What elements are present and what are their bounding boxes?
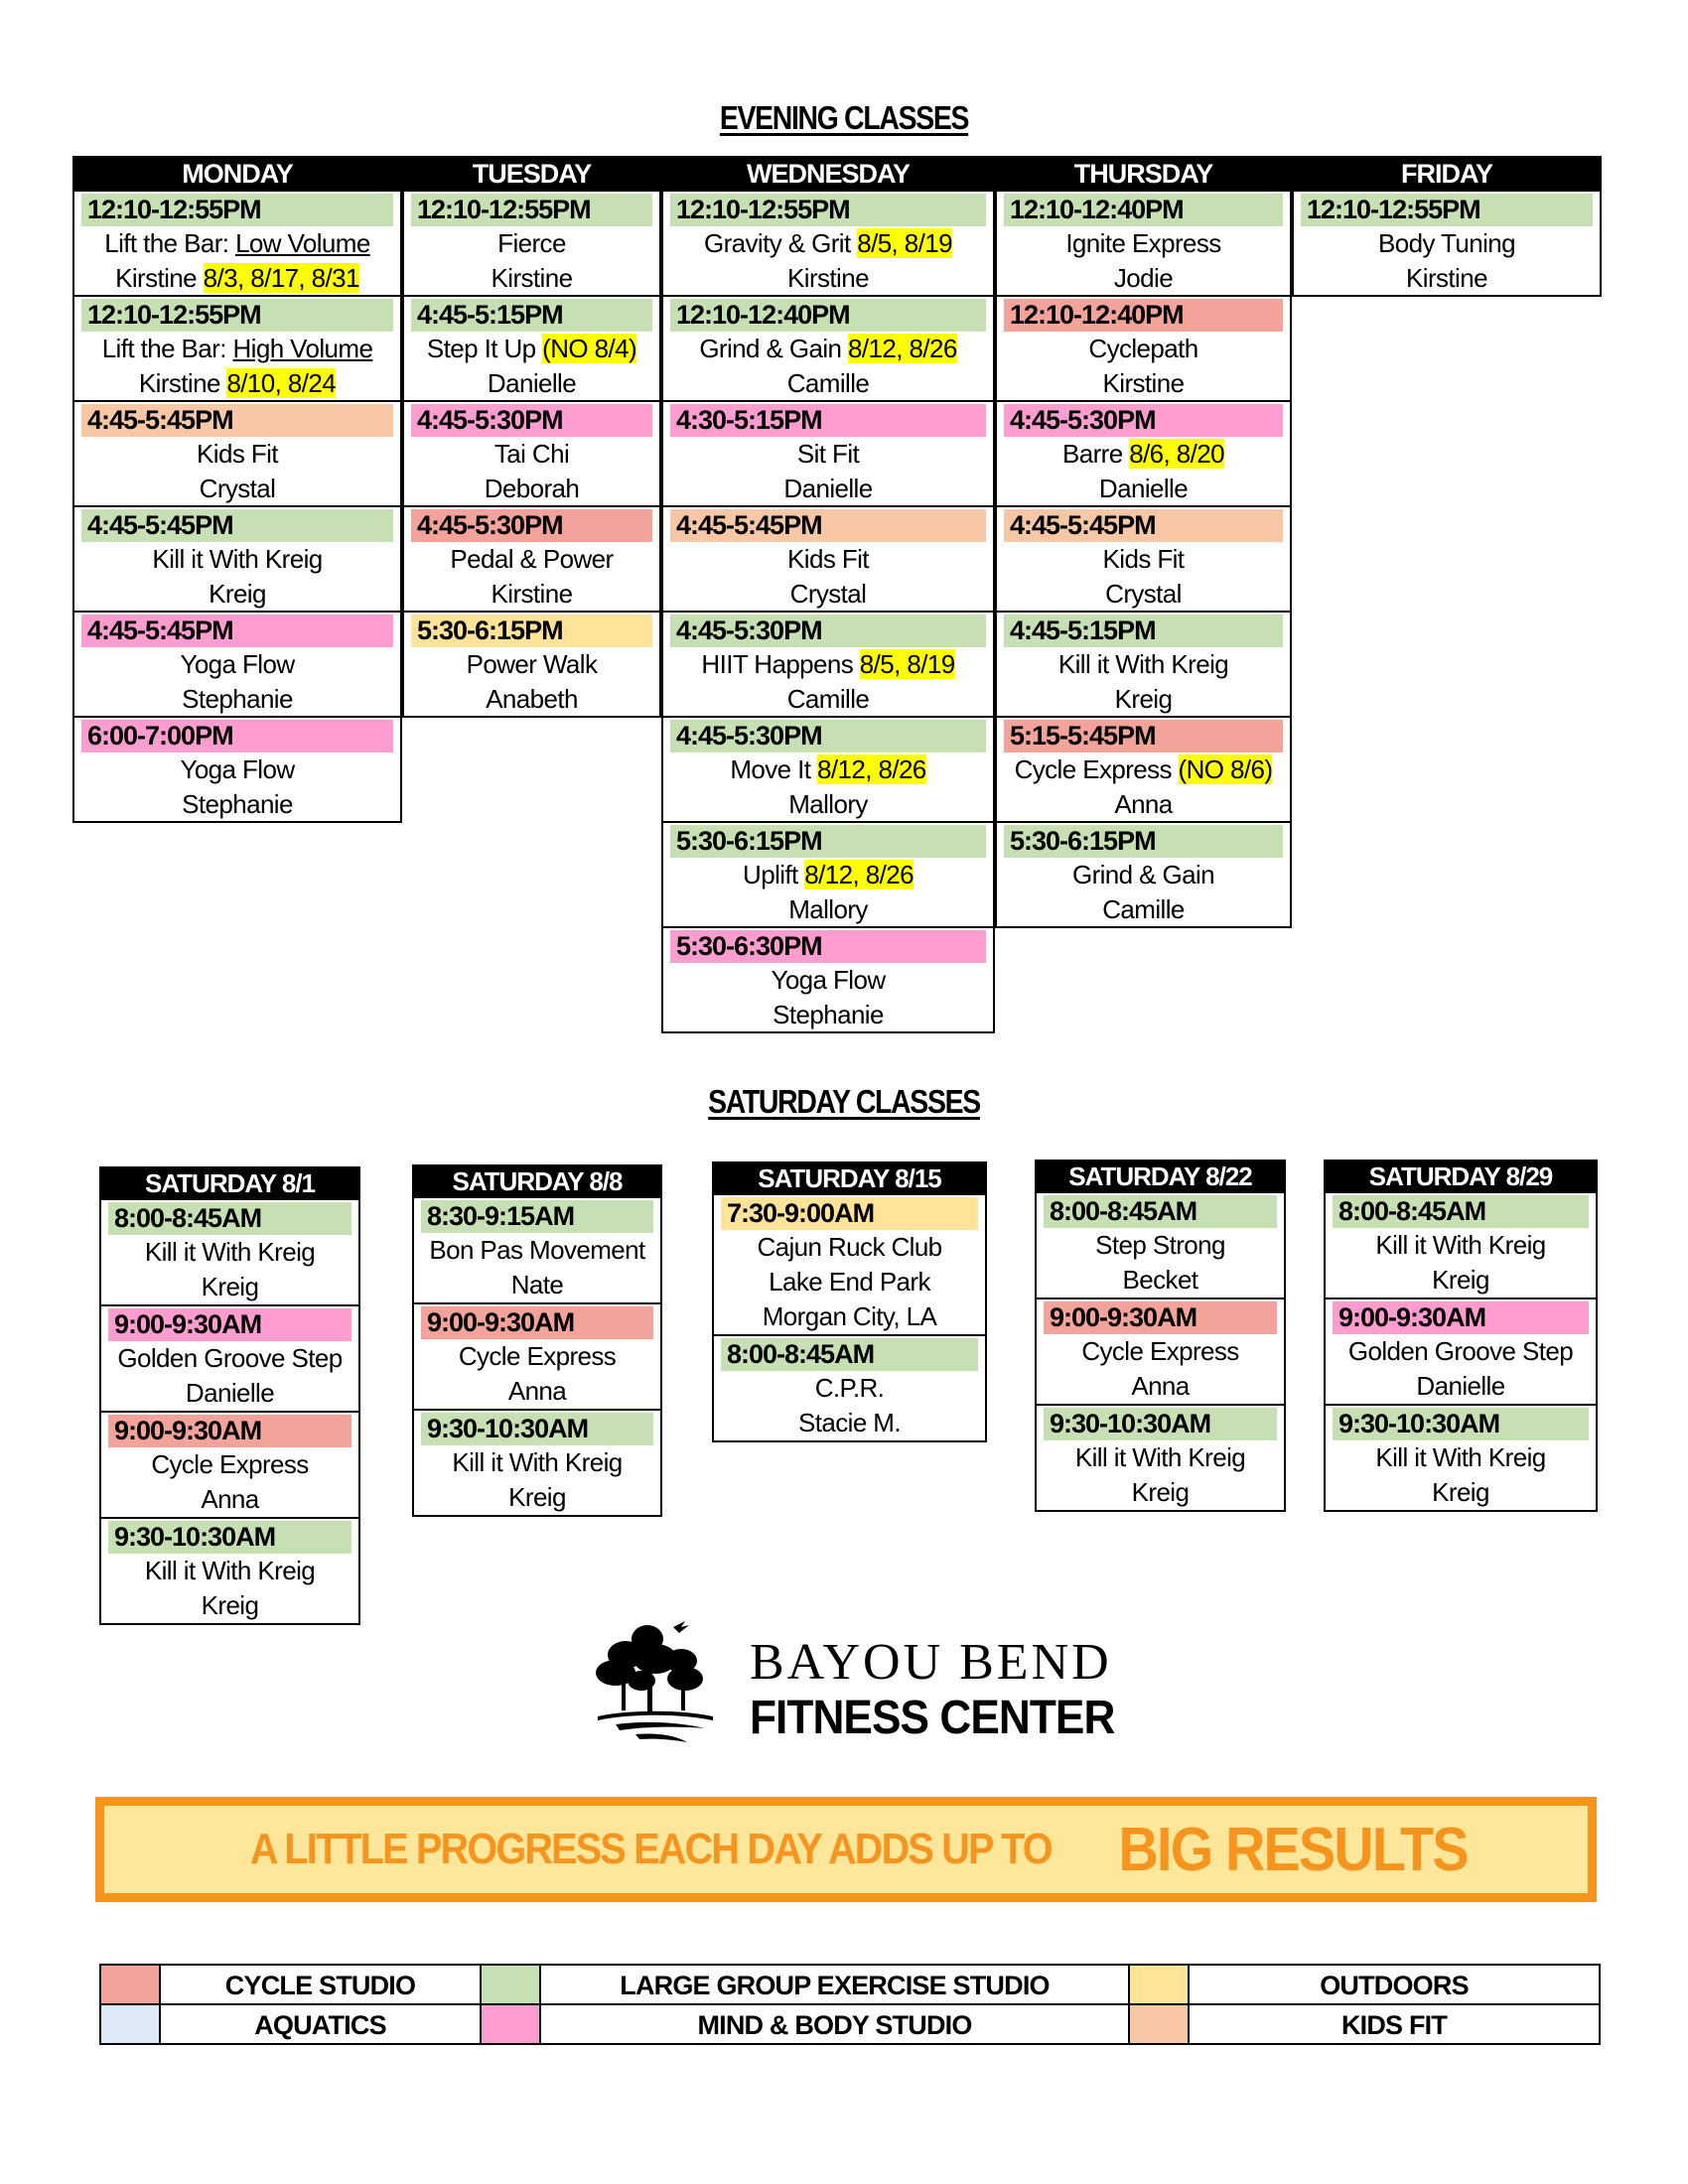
class-cell bbox=[99, 1306, 360, 1413]
class-time: 8:30-9:15AM bbox=[421, 1200, 653, 1233]
legend-label: LARGE GROUP EXERCISE STUDIO bbox=[541, 1966, 1130, 2003]
class-time: 5:30-6:15PM bbox=[670, 825, 986, 858]
class-name bbox=[670, 647, 986, 682]
class-cell bbox=[712, 1195, 987, 1336]
text-run: Deborah bbox=[484, 474, 580, 503]
day-header: THURSDAY bbox=[995, 156, 1292, 192]
class-time: 7:30-9:00AM bbox=[721, 1197, 978, 1230]
class-name bbox=[81, 332, 393, 366]
text-run: Power Walk bbox=[466, 649, 598, 679]
text-run: Kreig bbox=[1114, 684, 1173, 714]
day-column-tuesday bbox=[402, 156, 661, 718]
class-instructor bbox=[81, 472, 393, 506]
class-instructor bbox=[411, 261, 652, 296]
class-cell bbox=[1035, 1299, 1286, 1406]
class-instructor: Danielle bbox=[185, 1378, 275, 1408]
day-column-friday bbox=[1292, 156, 1602, 297]
studio-legend bbox=[99, 1964, 1601, 2045]
class-cell bbox=[995, 402, 1292, 507]
class-name bbox=[670, 226, 986, 261]
class-instructor: Kreig bbox=[1131, 1477, 1190, 1507]
class-time: 4:45-5:45PM bbox=[1004, 509, 1283, 542]
tree-logo-icon bbox=[586, 1613, 725, 1747]
class-cell bbox=[412, 1304, 662, 1411]
bayou-bend-logo bbox=[586, 1613, 1115, 1747]
class-instructor bbox=[1004, 577, 1283, 612]
class-time: 4:45-5:45PM bbox=[670, 509, 986, 542]
class-cell bbox=[1292, 192, 1602, 297]
text-run: Kill it With Kreig bbox=[152, 544, 323, 574]
class-instructor: Kreig bbox=[201, 1590, 259, 1620]
class-cell bbox=[661, 192, 995, 297]
class-instructor bbox=[411, 366, 652, 401]
motivation-banner bbox=[95, 1797, 1597, 1902]
class-name bbox=[1301, 226, 1593, 261]
text-run: Mallory bbox=[788, 894, 868, 924]
class-name bbox=[1004, 226, 1283, 261]
class-name bbox=[81, 647, 393, 682]
text-run: Crystal bbox=[789, 579, 867, 609]
class-instructor bbox=[411, 682, 652, 717]
class-name bbox=[81, 226, 393, 261]
class-instructor: Becket bbox=[1122, 1265, 1198, 1295]
class-name bbox=[81, 437, 393, 472]
text-run: Stephanie bbox=[182, 789, 293, 819]
text-run: Camille bbox=[1102, 894, 1185, 924]
text-run: Uplift bbox=[743, 860, 805, 889]
saturday-classes-title bbox=[118, 1083, 1570, 1121]
text-run: Lift the Bar: bbox=[104, 228, 236, 258]
class-name: Golden Groove Step bbox=[117, 1343, 343, 1373]
text-run: Kirstine bbox=[491, 579, 573, 609]
class-cell bbox=[1324, 1406, 1598, 1512]
day-column-monday bbox=[72, 156, 402, 823]
saturday-column bbox=[712, 1161, 987, 1442]
text-run: Barre bbox=[1062, 439, 1130, 469]
day-header: MONDAY bbox=[72, 156, 402, 192]
class-cell bbox=[72, 507, 402, 613]
class-instructor: Anna bbox=[1131, 1371, 1190, 1401]
class-cell bbox=[402, 507, 661, 613]
text-run: Kids Fit bbox=[197, 439, 278, 469]
class-time: 4:45-5:30PM bbox=[1004, 404, 1283, 437]
text-run: Yoga Flow bbox=[771, 965, 886, 995]
class-name bbox=[411, 437, 652, 472]
text-run: Gravity & Grit bbox=[703, 228, 858, 258]
saturday-column bbox=[1324, 1160, 1598, 1512]
day-column-thursday bbox=[995, 156, 1292, 928]
class-instructor bbox=[1004, 787, 1283, 822]
class-cell bbox=[995, 823, 1292, 928]
text-run: Crystal bbox=[1105, 579, 1182, 609]
text-run: Move It bbox=[730, 754, 818, 784]
day-header: FRIDAY bbox=[1292, 156, 1602, 192]
class-name: Cycle Express bbox=[458, 1341, 617, 1371]
date-highlight: 8/12, 8/26 bbox=[817, 754, 926, 784]
class-instructor bbox=[81, 261, 393, 296]
class-cell bbox=[99, 1519, 360, 1625]
class-cell bbox=[402, 192, 661, 297]
class-cell bbox=[412, 1198, 662, 1304]
legend-swatch bbox=[101, 1966, 161, 2003]
class-instructor: Morgan City, LA bbox=[762, 1301, 937, 1331]
text-run: Body Tuning bbox=[1378, 228, 1515, 258]
class-cell bbox=[661, 297, 995, 402]
class-cell bbox=[995, 297, 1292, 402]
text-run: Grind & Gain bbox=[699, 334, 849, 363]
evening-classes-title bbox=[118, 99, 1570, 137]
class-instructor: Kreig bbox=[1432, 1477, 1489, 1507]
legend-row bbox=[101, 1966, 1599, 2003]
class-cell bbox=[995, 613, 1292, 718]
class-name bbox=[411, 542, 652, 577]
text-run: Yoga Flow bbox=[180, 649, 295, 679]
class-time: 4:45-5:30PM bbox=[411, 509, 652, 542]
class-name: Cycle Express bbox=[1081, 1336, 1239, 1366]
text-run: Low Volume bbox=[235, 228, 370, 258]
text-run: Tai Chi bbox=[493, 439, 570, 469]
class-cell bbox=[712, 1336, 987, 1442]
text-run: High Volume bbox=[232, 334, 373, 363]
class-time: 4:45-5:45PM bbox=[81, 509, 393, 542]
text-run: Kirstine bbox=[491, 263, 573, 293]
saturday-header: SATURDAY 8/22 bbox=[1035, 1160, 1286, 1193]
class-time: 9:00-9:30AM bbox=[108, 1415, 352, 1447]
class-time: 12:10-12:55PM bbox=[81, 194, 393, 226]
class-instructor bbox=[670, 472, 986, 506]
class-name: Lake End Park bbox=[769, 1267, 930, 1297]
text-run: Kirstine bbox=[1406, 263, 1487, 293]
class-cell bbox=[72, 402, 402, 507]
class-instructor bbox=[670, 682, 986, 717]
legend-swatch bbox=[1130, 1966, 1190, 2003]
class-time: 9:00-9:30AM bbox=[421, 1306, 653, 1339]
class-instructor: Stacie M. bbox=[798, 1408, 901, 1437]
text-run: Mallory bbox=[788, 789, 868, 819]
class-cell bbox=[1035, 1406, 1286, 1512]
class-time: 5:15-5:45PM bbox=[1004, 720, 1283, 752]
class-time: 4:45-5:30PM bbox=[670, 614, 986, 647]
class-time: 12:10-12:40PM bbox=[670, 299, 986, 332]
class-time: 4:45-5:45PM bbox=[81, 614, 393, 647]
text-run: Lift the Bar: bbox=[101, 334, 233, 363]
class-time: 12:10-12:40PM bbox=[1004, 194, 1283, 226]
class-time: 9:30-10:30AM bbox=[1044, 1408, 1277, 1440]
date-highlight: 8/12, 8/26 bbox=[804, 860, 914, 889]
class-instructor: Kreig bbox=[1432, 1265, 1489, 1295]
class-instructor bbox=[411, 472, 652, 506]
class-cell bbox=[72, 613, 402, 718]
class-name: Kill it With Kreig bbox=[1375, 1442, 1546, 1472]
class-name: Kill it With Kreig bbox=[452, 1447, 623, 1477]
class-time: 4:45-5:15PM bbox=[411, 299, 652, 332]
class-time: 4:30-5:15PM bbox=[670, 404, 986, 437]
class-cell bbox=[661, 613, 995, 718]
class-time: 4:45-5:45PM bbox=[81, 404, 393, 437]
class-time: 8:00-8:45AM bbox=[108, 1202, 352, 1235]
class-cell bbox=[995, 192, 1292, 297]
legend-label: OUTDOORS bbox=[1320, 1971, 1469, 2000]
text-run: Kirstine bbox=[138, 368, 227, 398]
class-instructor: Kreig bbox=[201, 1272, 259, 1301]
legend-label: KIDS FIT bbox=[1340, 2010, 1448, 2040]
saturday-column bbox=[412, 1164, 662, 1517]
class-cell bbox=[995, 718, 1292, 823]
saturday-column bbox=[99, 1166, 360, 1625]
text-run: Pedal & Power bbox=[450, 544, 614, 574]
class-name: C.P.R. bbox=[814, 1373, 885, 1403]
class-time: 5:30-6:30PM bbox=[670, 930, 986, 963]
class-instructor: Nate bbox=[510, 1270, 564, 1299]
class-name bbox=[411, 332, 652, 366]
class-instructor bbox=[670, 892, 986, 927]
logo-subtitle: FITNESS CENTER bbox=[750, 1692, 1115, 1744]
legend-label: AQUATICS bbox=[161, 2005, 482, 2043]
class-cell bbox=[1324, 1193, 1598, 1299]
saturday-header: SATURDAY 8/29 bbox=[1324, 1160, 1598, 1193]
text-run: Danielle bbox=[487, 368, 577, 398]
date-highlight: 8/12, 8/26 bbox=[848, 334, 957, 363]
saturday-header: SATURDAY 8/8 bbox=[412, 1164, 662, 1198]
class-time: 9:30-10:30AM bbox=[108, 1521, 352, 1554]
class-cell bbox=[995, 507, 1292, 613]
class-cell bbox=[661, 823, 995, 928]
class-cell bbox=[661, 402, 995, 507]
class-name bbox=[1004, 542, 1283, 577]
class-cell bbox=[661, 718, 995, 823]
date-highlight: 8/5, 8/19 bbox=[857, 228, 953, 258]
class-cell bbox=[661, 928, 995, 1033]
date-highlight: 8/5, 8/19 bbox=[859, 649, 955, 679]
legend-label: CYCLE STUDIO bbox=[161, 1966, 482, 2003]
class-cell bbox=[412, 1411, 662, 1517]
class-instructor: Kreig bbox=[508, 1482, 566, 1512]
text-run: Sit Fit bbox=[796, 439, 860, 469]
legend-swatch bbox=[482, 1966, 541, 2003]
class-instructor bbox=[81, 577, 393, 612]
text-run: Kill it With Kreig bbox=[1057, 649, 1229, 679]
class-name: Cycle Express bbox=[151, 1449, 309, 1479]
legend-label: MIND & BODY STUDIO bbox=[541, 2005, 1130, 2043]
day-header: TUESDAY bbox=[402, 156, 661, 192]
class-name bbox=[670, 858, 986, 892]
class-instructor bbox=[81, 366, 393, 401]
text-run: Grind & Gain bbox=[1071, 860, 1215, 889]
text-run: Crystal bbox=[199, 474, 276, 503]
class-time: 4:45-5:30PM bbox=[670, 720, 986, 752]
class-cell bbox=[72, 718, 402, 823]
class-name bbox=[1004, 858, 1283, 892]
class-cell bbox=[402, 297, 661, 402]
class-name: Kill it With Kreig bbox=[144, 1556, 316, 1585]
text-run: Kirstine bbox=[787, 263, 869, 293]
text-run: Step It Up bbox=[426, 334, 543, 363]
text-run: Danielle bbox=[1098, 474, 1189, 503]
banner-inner bbox=[104, 1806, 1588, 1893]
class-instructor: Anna bbox=[507, 1376, 567, 1406]
class-time: 6:00-7:00PM bbox=[81, 720, 393, 752]
class-time: 9:30-10:30AM bbox=[1333, 1408, 1589, 1440]
text-run: Kirstine bbox=[1102, 368, 1185, 398]
text-run: Kids Fit bbox=[1102, 544, 1185, 574]
class-time: 12:10-12:55PM bbox=[411, 194, 652, 226]
class-name bbox=[670, 332, 986, 366]
saturday-header: SATURDAY 8/15 bbox=[712, 1161, 987, 1195]
class-time: 9:00-9:30AM bbox=[1333, 1301, 1589, 1334]
class-cell bbox=[99, 1413, 360, 1519]
class-time: 12:10-12:55PM bbox=[81, 299, 393, 332]
class-time: 12:10-12:55PM bbox=[670, 194, 986, 226]
date-highlight: (NO 8/4) bbox=[542, 334, 637, 363]
class-instructor bbox=[670, 998, 986, 1032]
class-instructor bbox=[81, 682, 393, 717]
class-instructor bbox=[670, 366, 986, 401]
class-name: Kill it With Kreig bbox=[1375, 1230, 1546, 1260]
class-name bbox=[1004, 332, 1283, 366]
date-highlight: 8/6, 8/20 bbox=[1129, 439, 1224, 469]
day-header: WEDNESDAY bbox=[661, 156, 995, 192]
class-name bbox=[670, 542, 986, 577]
class-time: 8:00-8:45AM bbox=[721, 1338, 978, 1371]
text-run: Kreig bbox=[209, 579, 266, 609]
class-name bbox=[670, 437, 986, 472]
class-name bbox=[81, 542, 393, 577]
class-time: 12:10-12:40PM bbox=[1004, 299, 1283, 332]
day-column-wednesday bbox=[661, 156, 995, 1033]
class-instructor: Anna bbox=[201, 1484, 259, 1514]
text-run: Camille bbox=[786, 368, 870, 398]
class-instructor bbox=[1004, 261, 1283, 296]
class-instructor bbox=[670, 787, 986, 822]
text-run: HIIT Happens bbox=[701, 649, 860, 679]
saturday-header: SATURDAY 8/1 bbox=[99, 1166, 360, 1200]
saturday-column bbox=[1035, 1160, 1286, 1512]
text-run: Anabeth bbox=[486, 684, 578, 714]
class-time: 9:30-10:30AM bbox=[421, 1413, 653, 1445]
class-instructor bbox=[411, 577, 652, 612]
class-time: 4:45-5:30PM bbox=[411, 404, 652, 437]
class-cell bbox=[72, 192, 402, 297]
class-name bbox=[411, 647, 652, 682]
text-run: Jodie bbox=[1113, 263, 1174, 293]
text-run: Kids Fit bbox=[787, 544, 869, 574]
legend-swatch bbox=[1130, 2005, 1190, 2043]
class-instructor bbox=[670, 261, 986, 296]
saturday-classes-title-text: SATURDAY CLASSES bbox=[708, 1083, 980, 1120]
class-time: 9:00-9:30AM bbox=[1044, 1301, 1277, 1334]
legend-swatch bbox=[101, 2005, 161, 2043]
class-cell bbox=[72, 297, 402, 402]
banner-big-text: BIG RESULTS bbox=[1118, 1815, 1468, 1884]
text-run: Kirstine bbox=[115, 263, 204, 293]
class-instructor bbox=[81, 787, 393, 822]
text-run: Stephanie bbox=[182, 684, 293, 714]
class-instructor bbox=[1004, 892, 1283, 927]
date-highlight: 8/3, 8/17, 8/31 bbox=[203, 263, 359, 293]
class-name: Cajun Ruck Club bbox=[757, 1232, 942, 1262]
class-time: 5:30-6:15PM bbox=[411, 614, 652, 647]
class-name: Kill it With Kreig bbox=[144, 1237, 316, 1267]
text-run: Stephanie bbox=[773, 1000, 884, 1029]
text-run: Cyclepath bbox=[1088, 334, 1198, 363]
legend-swatch bbox=[482, 2005, 541, 2043]
class-cell bbox=[1324, 1299, 1598, 1406]
class-cell bbox=[1035, 1193, 1286, 1299]
class-name bbox=[670, 963, 986, 998]
class-cell bbox=[661, 507, 995, 613]
text-run: Cycle Express bbox=[1014, 754, 1179, 784]
class-instructor bbox=[1004, 366, 1283, 401]
banner-text: A LITTLE PROGRESS EACH DAY ADDS UP TO bbox=[249, 1825, 1052, 1873]
class-cell bbox=[402, 402, 661, 507]
class-name bbox=[411, 226, 652, 261]
class-name bbox=[1004, 752, 1283, 787]
class-instructor bbox=[1004, 472, 1283, 506]
evening-classes-title-text: EVENING CLASSES bbox=[719, 99, 969, 136]
class-time: 12:10-12:55PM bbox=[1301, 194, 1593, 226]
date-highlight: 8/10, 8/24 bbox=[226, 368, 337, 398]
class-time: 4:45-5:15PM bbox=[1004, 614, 1283, 647]
class-name: Bon Pas Movement bbox=[429, 1235, 645, 1265]
text-run: Yoga Flow bbox=[180, 754, 295, 784]
text-run: Fierce bbox=[497, 228, 566, 258]
class-name: Kill it With Kreig bbox=[1074, 1442, 1246, 1472]
class-instructor bbox=[670, 577, 986, 612]
text-run: Camille bbox=[786, 684, 870, 714]
class-name: Step Strong bbox=[1095, 1230, 1225, 1260]
text-run: Anna bbox=[1114, 789, 1173, 819]
class-time: 5:30-6:15PM bbox=[1004, 825, 1283, 858]
class-name bbox=[81, 752, 393, 787]
class-cell bbox=[99, 1200, 360, 1306]
class-name bbox=[670, 752, 986, 787]
legend-row bbox=[101, 2003, 1599, 2043]
text-run: Danielle bbox=[783, 474, 873, 503]
class-time: 8:00-8:45AM bbox=[1044, 1195, 1277, 1228]
class-name bbox=[1004, 437, 1283, 472]
logo-name: BAYOU BEND bbox=[750, 1634, 1112, 1691]
class-time: 9:00-9:30AM bbox=[108, 1308, 352, 1341]
class-time: 8:00-8:45AM bbox=[1333, 1195, 1589, 1228]
text-run: Ignite Express bbox=[1065, 228, 1221, 258]
class-instructor bbox=[1004, 682, 1283, 717]
class-cell bbox=[402, 613, 661, 718]
class-name: Golden Groove Step bbox=[1347, 1336, 1574, 1366]
class-instructor: Danielle bbox=[1416, 1371, 1505, 1401]
date-highlight: (NO 8/6) bbox=[1178, 754, 1273, 784]
class-name bbox=[1004, 647, 1283, 682]
class-instructor bbox=[1301, 261, 1593, 296]
